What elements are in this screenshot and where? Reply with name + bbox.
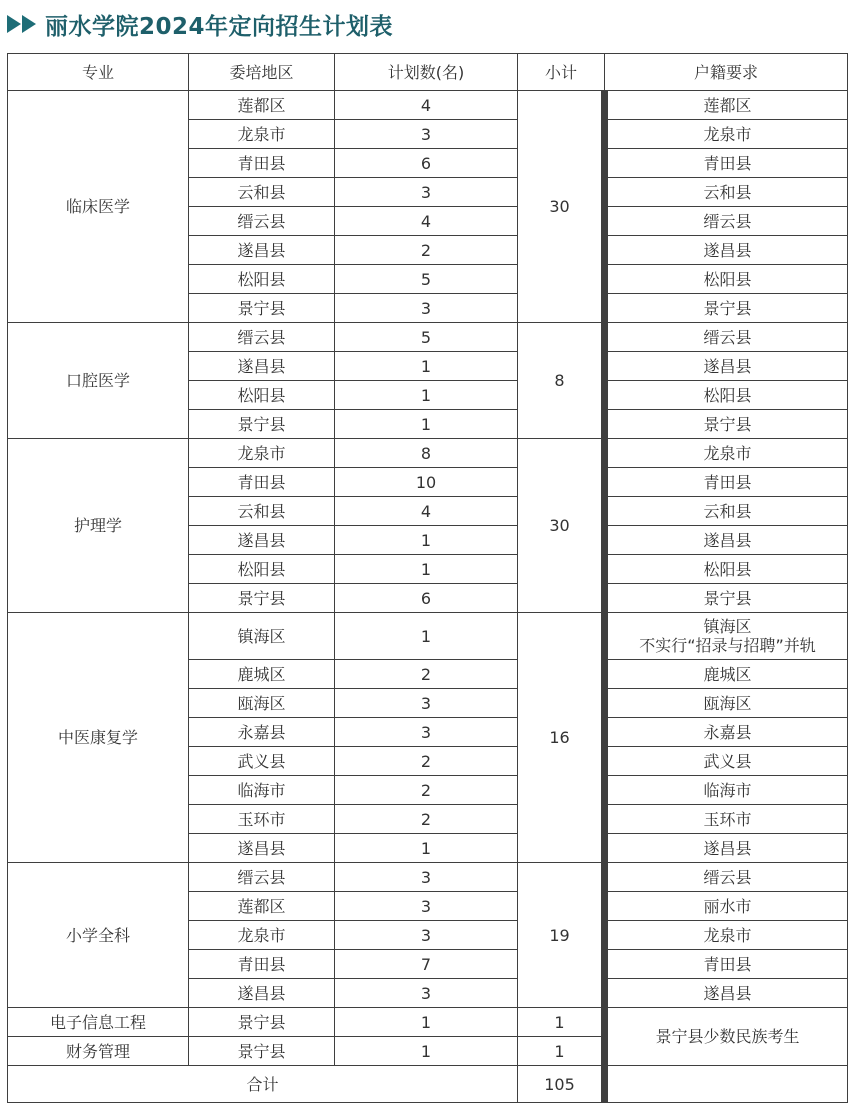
header-major: 专业	[8, 54, 189, 91]
residence-cell	[605, 613, 848, 660]
residence-cell	[605, 497, 848, 526]
total-value: 105	[518, 1066, 605, 1103]
count-cell: 2	[335, 236, 518, 265]
region-cell: 松阳县	[189, 381, 335, 410]
subtotal-cell: 30	[518, 91, 605, 323]
residence-cell	[605, 323, 848, 352]
residence-cell	[605, 689, 848, 718]
residence-cell	[605, 91, 848, 120]
residence-text: 遂昌县	[703, 240, 752, 260]
count-cell: 3	[335, 921, 518, 950]
region-cell: 龙泉市	[189, 120, 335, 149]
title-text: 丽水学院2024年定向招生计划表	[45, 13, 394, 40]
enrollment-plan-table	[7, 53, 848, 1103]
residence-text: 松阳县	[703, 385, 752, 405]
major-cell: 财务管理	[8, 1037, 189, 1066]
region-cell: 缙云县	[189, 207, 335, 236]
residence-cell	[605, 265, 848, 294]
residence-cell	[605, 178, 848, 207]
residence-cell	[605, 979, 848, 1008]
region-cell: 青田县	[189, 950, 335, 979]
count-cell: 4	[335, 91, 518, 120]
residence-text: 龙泉市	[703, 925, 752, 945]
table-row	[8, 613, 848, 660]
residence-text: 遂昌县	[703, 983, 752, 1003]
residence-text: 缙云县	[703, 327, 752, 347]
residence-note: 不实行“招录与招聘”并轨	[639, 636, 816, 655]
residence-text: 丽水市	[703, 896, 752, 916]
residence-text: 缙云县	[703, 211, 752, 231]
count-cell: 1	[335, 1008, 518, 1037]
count-cell: 1	[335, 555, 518, 584]
special-residence-cell: 景宁县少数民族考生	[605, 1008, 848, 1066]
residence-text: 景宁县	[703, 298, 752, 318]
residence-text: 云和县	[703, 182, 752, 202]
region-cell: 景宁县	[189, 294, 335, 323]
major-cell: 中医康复学	[8, 613, 189, 863]
major-cell: 口腔医学	[8, 323, 189, 439]
total-empty-cell	[605, 1066, 848, 1103]
residence-cell	[605, 892, 848, 921]
residence-cell	[605, 468, 848, 497]
count-cell: 2	[335, 776, 518, 805]
header-region: 委培地区	[189, 54, 335, 91]
count-cell: 1	[335, 381, 518, 410]
residence-text: 松阳县	[703, 269, 752, 289]
residence-cell	[605, 921, 848, 950]
residence-text: 镇海区	[703, 617, 752, 636]
region-cell: 玉环市	[189, 805, 335, 834]
major-cell: 小学全科	[8, 863, 189, 1008]
residence-cell	[605, 805, 848, 834]
region-cell: 缙云县	[189, 323, 335, 352]
count-cell: 4	[335, 497, 518, 526]
region-cell: 云和县	[189, 178, 335, 207]
total-label: 合计	[8, 1066, 518, 1103]
count-cell: 3	[335, 892, 518, 921]
header-row	[8, 54, 848, 91]
count-cell: 3	[335, 718, 518, 747]
region-cell: 青田县	[189, 149, 335, 178]
region-cell: 镇海区	[189, 613, 335, 660]
residence-cell	[605, 410, 848, 439]
region-cell: 景宁县	[189, 1037, 335, 1066]
residence-text: 遂昌县	[703, 530, 752, 550]
region-cell: 永嘉县	[189, 718, 335, 747]
residence-text: 临海市	[703, 780, 752, 800]
count-cell: 1	[335, 410, 518, 439]
region-cell: 武义县	[189, 747, 335, 776]
table-row	[8, 1008, 848, 1037]
count-cell: 1	[335, 352, 518, 381]
count-cell: 2	[335, 747, 518, 776]
table-row	[8, 439, 848, 468]
residence-text: 瓯海区	[703, 693, 752, 713]
major-cell: 临床医学	[8, 91, 189, 323]
count-cell: 3	[335, 979, 518, 1008]
residence-cell	[605, 381, 848, 410]
count-cell: 5	[335, 323, 518, 352]
count-cell: 3	[335, 178, 518, 207]
residence-text: 莲都区	[703, 95, 752, 115]
count-cell: 2	[335, 660, 518, 689]
plan-table-container	[7, 53, 847, 1103]
residence-cell	[605, 294, 848, 323]
region-cell: 遂昌县	[189, 834, 335, 863]
residence-text: 龙泉市	[703, 443, 752, 463]
table-body	[8, 91, 848, 1103]
count-cell: 6	[335, 149, 518, 178]
count-cell: 1	[335, 613, 518, 660]
residence-cell	[605, 120, 848, 149]
count-cell: 6	[335, 584, 518, 613]
residence-cell	[605, 863, 848, 892]
region-cell: 景宁县	[189, 584, 335, 613]
count-cell: 5	[335, 265, 518, 294]
residence-text: 景宁县	[703, 588, 752, 608]
region-cell: 临海市	[189, 776, 335, 805]
subtotal-cell: 16	[518, 613, 605, 863]
residence-text: 永嘉县	[703, 722, 752, 742]
residence-text: 松阳县	[703, 559, 752, 579]
residence-text: 遂昌县	[703, 838, 752, 858]
major-cell: 护理学	[8, 439, 189, 613]
table-row	[8, 863, 848, 892]
region-cell: 莲都区	[189, 892, 335, 921]
residence-cell	[605, 660, 848, 689]
count-cell: 4	[335, 207, 518, 236]
count-cell: 2	[335, 805, 518, 834]
residence-text: 遂昌县	[703, 356, 752, 376]
region-cell: 云和县	[189, 497, 335, 526]
residence-text: 青田县	[703, 954, 752, 974]
region-cell: 景宁县	[189, 1008, 335, 1037]
count-cell: 1	[335, 526, 518, 555]
major-cell: 电子信息工程	[8, 1008, 189, 1037]
region-cell: 遂昌县	[189, 236, 335, 265]
header-residence: 户籍要求	[605, 54, 848, 91]
region-cell: 龙泉市	[189, 439, 335, 468]
count-cell: 7	[335, 950, 518, 979]
subtotal-cell: 1	[518, 1008, 605, 1037]
residence-cell	[605, 236, 848, 265]
residence-cell	[605, 834, 848, 863]
residence-text: 青田县	[703, 472, 752, 492]
region-cell: 青田县	[189, 468, 335, 497]
subtotal-cell: 30	[518, 439, 605, 613]
region-cell: 莲都区	[189, 91, 335, 120]
residence-cell	[605, 352, 848, 381]
residence-text: 玉环市	[703, 809, 752, 829]
residence-cell	[605, 718, 848, 747]
count-cell: 3	[335, 120, 518, 149]
count-cell: 3	[335, 689, 518, 718]
residence-text: 缙云县	[703, 867, 752, 887]
residence-cell	[605, 526, 848, 555]
region-cell: 鹿城区	[189, 660, 335, 689]
count-cell: 1	[335, 834, 518, 863]
total-row	[8, 1066, 848, 1103]
residence-text: 青田县	[703, 153, 752, 173]
residence-cell	[605, 555, 848, 584]
region-cell: 景宁县	[189, 410, 335, 439]
region-cell: 缙云县	[189, 863, 335, 892]
count-cell: 10	[335, 468, 518, 497]
region-cell: 遂昌县	[189, 526, 335, 555]
subtotal-cell: 1	[518, 1037, 605, 1066]
double-play-arrow-icon	[7, 15, 37, 33]
residence-text: 云和县	[703, 501, 752, 521]
residence-cell	[605, 747, 848, 776]
region-cell: 松阳县	[189, 265, 335, 294]
region-cell: 龙泉市	[189, 921, 335, 950]
header-count: 计划数(名)	[335, 54, 518, 91]
residence-cell	[605, 207, 848, 236]
residence-text: 武义县	[703, 751, 752, 771]
residence-text: 鹿城区	[703, 664, 752, 684]
subtotal-cell: 19	[518, 863, 605, 1008]
page-title	[7, 9, 393, 39]
region-cell: 遂昌县	[189, 979, 335, 1008]
residence-cell	[605, 584, 848, 613]
residence-text: 龙泉市	[703, 124, 752, 144]
region-cell: 遂昌县	[189, 352, 335, 381]
count-cell: 1	[335, 1037, 518, 1066]
table-row	[8, 91, 848, 120]
residence-cell	[605, 776, 848, 805]
header-subtotal: 小计	[518, 54, 605, 91]
table-row	[8, 323, 848, 352]
count-cell: 3	[335, 294, 518, 323]
region-cell: 瓯海区	[189, 689, 335, 718]
residence-cell	[605, 149, 848, 178]
subtotal-cell: 8	[518, 323, 605, 439]
region-cell: 松阳县	[189, 555, 335, 584]
residence-cell	[605, 439, 848, 468]
count-cell: 3	[335, 863, 518, 892]
count-cell: 8	[335, 439, 518, 468]
residence-cell	[605, 950, 848, 979]
residence-text: 景宁县	[703, 414, 752, 434]
